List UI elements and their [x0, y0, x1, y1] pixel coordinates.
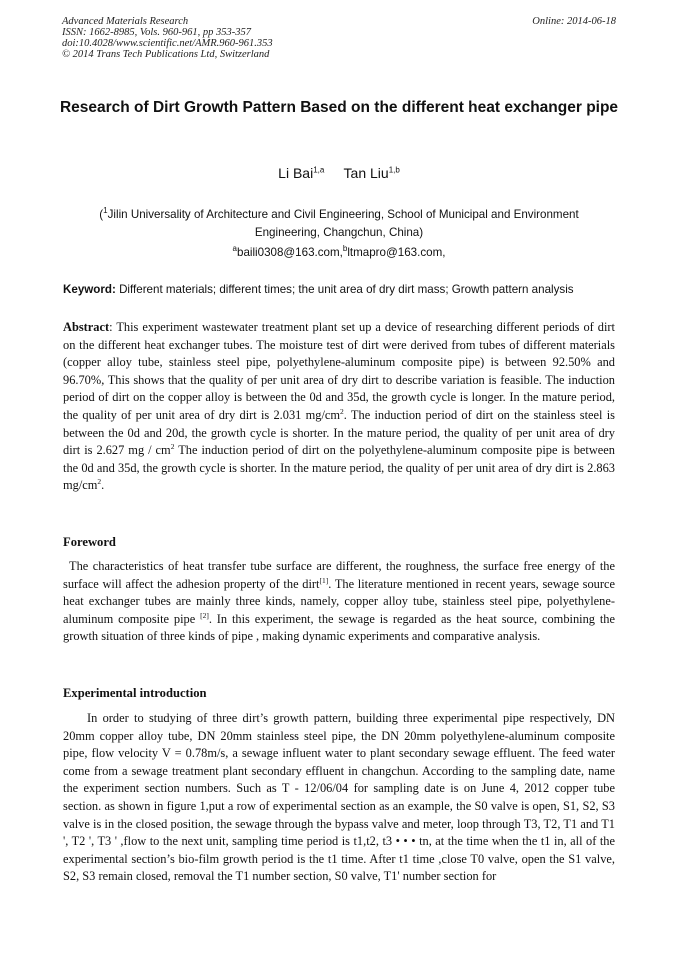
email-address: baili0308@163.com, [237, 245, 343, 259]
online-date: Online: 2014-06-18 [532, 16, 616, 27]
foreword-heading: Foreword [63, 535, 116, 549]
foreword-text: . In this experiment, the sewage is regarded as the heat source, combining the growth situation of three kinds of pipe , making dynamic experiments and comparative analysis. [63, 611, 615, 644]
author-name: Tan Liu [343, 165, 389, 181]
issn-line: ISSN: 1662-8985, Vols. 960-961, pp 353-357 [62, 27, 251, 38]
keyword-label: Keyword: [63, 283, 116, 296]
experimental-paragraph: In order to studying of three dirt’s growth pattern, building three experimental pipe respectively, DN 20mm copper alloy tube, DN 20mm stainless steel pipe, the DN 20mm polyethylene-aluminum composite pipe, flow velocity V = 0.78m/s, a sewage influent water to plant secondary sewage effluent. The feed water come from a sewage treatment plant secondary effluent in changchun. According to the sampling date, name the experiment section numbers. Such as T - 12/06/04 for sampling date is on June 4, 2012 copper tube section. as shown in figure 1,put a row of experimental section as an example, the S0 valve is open, S1, S2, S3 valve is in the closed position, the sewage through the bypass valve and meter, loop through T3, T2, T1 and T1 ', T2 ', T3 ' ,flow to the next unit, sampling time period is t1,t2, t3 • • • tn, at the time when the t1 in, all of the experimental section’s bio-film growth period is the t1 time. After t1 time ,close T0 valve, open the S1 valve, S2, S3 remain closed, removal the T1 number section, S0 valve, T1' number section for [63, 711, 615, 884]
citation-ref: [2] [200, 610, 209, 620]
superscript: 2 [97, 477, 102, 487]
foreword-text: . The literature mentioned in recent years, sewage source heat exchanger tubes are mainly three kinds, namely, copper alloy tube, stainless steel pipe, polyethylene-aluminum composite pipe [63, 576, 615, 626]
author-name: Li Bai [278, 165, 314, 181]
author-affil-sup: 1,a [313, 165, 325, 175]
author-affil-sup: 1,b [388, 165, 400, 175]
abstract-text: : This experiment wastewater treatment plant set up a device of researching different periods of dirt on the different heat exchanger tubes. The moisture test of dirt were derived from tubes of different materials (copper alloy tube, stainless steel pipe, polyethylene-aluminum composite pipe) is between 92.50% and 96.70%, This shows that the quality of per unit area of dry dirt to describe variation is feasible. The induction period of dirt on the copper alloy is between the 0d and 35d, the growth cycle is longer. In the mature period, the quality of per unit area of dry dirt is 2.031 mg/cm [63, 320, 615, 422]
journal-header [62, 16, 616, 60]
email-sup: b [342, 244, 348, 253]
keyword-text: Different materials; different times; the unit area of dry dirt mass; Growth pattern analysis [119, 283, 574, 296]
journal-name: Advanced Materials Research [62, 16, 189, 27]
abstract-text: The induction period of dirt on the polyethylene-aluminum composite pipe is between the 0d and 35d, the growth cycle is shorter. In the mature period, the quality of per unit area of dry dirt is 2.863 mg/cm [63, 443, 615, 493]
copyright-line: © 2014 Trans Tech Publications Ltd, Switzerland [62, 49, 270, 60]
paper-title: Research of Dirt Growth Pattern Based on the different heat exchanger pipe [59, 99, 619, 116]
abstract-label: Abstract [63, 320, 110, 334]
superscript: 2 [340, 406, 344, 416]
abstract-text: . [101, 478, 105, 493]
abstract-text: . The induction period of dirt on the stainless steel is between the 0d and 20d, the growth cycle is shorter. In the mature period, the quality of per unit area of dry dirt is 2.627 mg / cm [63, 407, 615, 458]
email-sup: a [232, 244, 237, 253]
doi-line: doi:10.4028/www.scientific.net/AMR.960-961.353 [62, 38, 273, 49]
author-list [0, 165, 678, 181]
foreword-paragraph [63, 558, 615, 646]
keywords [63, 283, 623, 296]
foreword-text: The characteristics of heat transfer tube surface are different, the roughness, the surface free energy of the surface will affect the adhesion property of the dirt [63, 559, 615, 591]
affiliation-text: Jilin Universality of Architecture and Civil Engineering, School of Municipal and Environment Engineering, Changchun, China) [107, 207, 579, 239]
email-address: ltmapro@163.com, [347, 245, 446, 259]
experimental-heading: Experimental introduction [63, 686, 207, 700]
email-line [0, 244, 678, 259]
citation-ref: [1] [319, 575, 329, 585]
abstract-paragraph [63, 319, 615, 495]
affiliation: ($^1$Jilin Universality of Architecture and Civil Engineering, School of Municipal and Environment Engineering, Changchun, China) [99, 206, 579, 239]
superscript: 2 [170, 442, 175, 452]
affiliation-sup: 1 [103, 206, 108, 215]
